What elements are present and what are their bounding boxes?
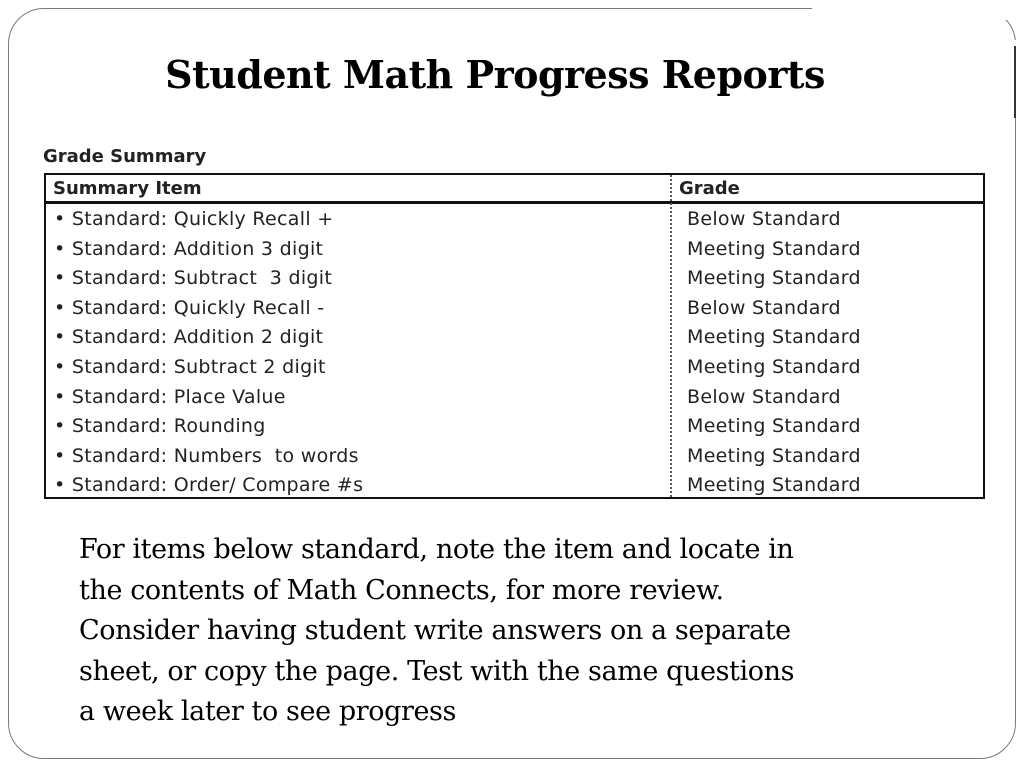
note-line: Consider having student write answers on a separate <box>79 615 791 646</box>
summary-item-cell: • Standard: Quickly Recall + <box>54 208 334 230</box>
grade-cell: Meeting Standard <box>687 444 861 467</box>
table-row <box>46 323 983 353</box>
grade-cell: Meeting Standard <box>687 326 861 349</box>
table-row <box>46 294 983 324</box>
table-header <box>46 175 983 204</box>
column-header-grade: Grade <box>679 178 740 199</box>
summary-item-cell: • Standard: Quickly Recall - <box>54 296 325 319</box>
summary-item-cell: • Standard: Rounding <box>54 415 266 438</box>
note-line: a week later to see progress <box>79 696 456 727</box>
table-row <box>46 353 983 383</box>
grade-cell: Meeting Standard <box>687 267 861 290</box>
summary-item-cell: • Standard: Addition 2 digit <box>54 326 324 349</box>
note-line: the contents of Math Connects, for more review. <box>79 574 724 606</box>
table-body <box>46 205 983 501</box>
grade-cell: Meeting Standard <box>687 474 861 497</box>
grade-cell: Meeting Standard <box>687 237 861 260</box>
grade-summary-label: Grade Summary <box>43 146 207 167</box>
table-row <box>46 235 983 265</box>
grade-cell: Meeting Standard <box>687 415 861 438</box>
table-row <box>46 471 983 501</box>
note-line: For items below standard, note the item and locate in <box>79 534 794 565</box>
table-row <box>46 264 983 294</box>
summary-item-cell: • Standard: Numbers to words <box>54 444 359 467</box>
summary-item-cell: • Standard: Subtract 3 digit <box>54 267 333 290</box>
column-header-summary-item: Summary Item <box>53 178 202 199</box>
table-row <box>46 442 983 472</box>
table-row <box>46 205 983 235</box>
frame-gap-top <box>812 0 1024 20</box>
summary-item-cell: • Standard: Place Value <box>54 385 286 408</box>
table-row <box>46 412 983 442</box>
summary-item-cell: • Standard: Order/ Compare #s <box>54 474 364 497</box>
summary-item-cell: • Standard: Subtract 2 digit <box>54 355 326 378</box>
summary-item-cell: • Standard: Addition 3 digit <box>54 237 324 260</box>
table-row <box>46 383 983 413</box>
instruction-note <box>79 530 949 733</box>
grade-summary-table <box>44 173 985 499</box>
grade-cell: Below Standard <box>687 385 841 408</box>
grade-cell: Below Standard <box>687 208 841 230</box>
note-line: sheet, or copy the page. Test with the same questions <box>79 655 795 687</box>
grade-cell: Below Standard <box>687 296 841 319</box>
grade-cell: Meeting Standard <box>687 355 861 378</box>
right-edge-bar <box>1014 46 1016 118</box>
page-title: Student Math Progress Reports <box>165 52 825 97</box>
